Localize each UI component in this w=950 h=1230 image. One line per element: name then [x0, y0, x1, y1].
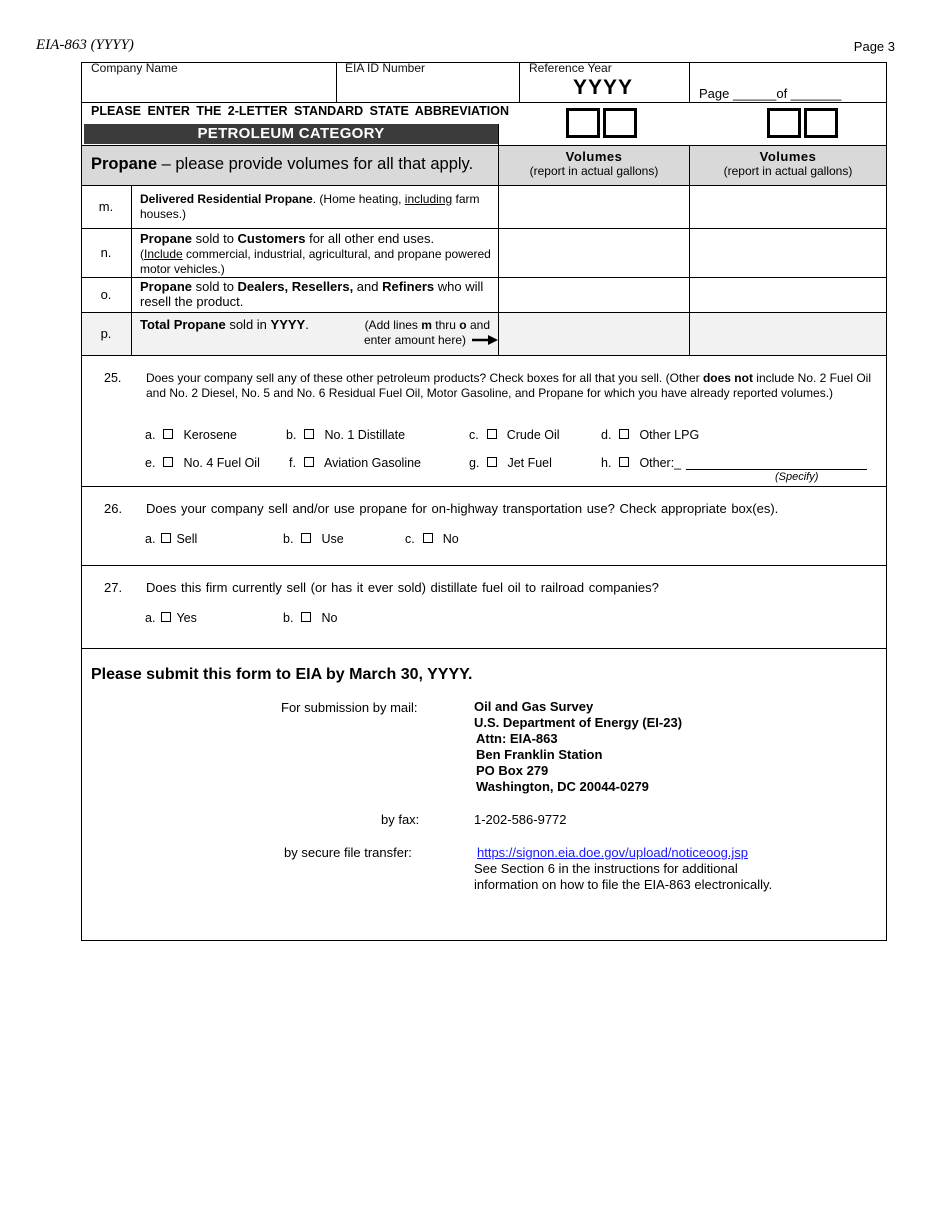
- q25-option-kerosene[interactable]: a. Kerosene: [145, 428, 237, 442]
- checkbox-icon[interactable]: [163, 457, 173, 467]
- checkbox-icon[interactable]: [423, 533, 433, 543]
- row-o-description: Propane sold to Dealers, Resellers, and Refiners who will resell the product.: [140, 279, 484, 309]
- row-letter-n: n.: [100, 245, 112, 260]
- q27-number: 27.: [104, 580, 123, 595]
- state-box-1a[interactable]: [566, 108, 600, 138]
- state-box-2a[interactable]: [767, 108, 801, 138]
- reference-year-value: YYYY: [573, 76, 634, 99]
- volume-cell-p-2[interactable]: [690, 313, 886, 355]
- volume-cell-m-1[interactable]: [499, 186, 689, 228]
- row-letter-m: m.: [98, 199, 114, 214]
- volumes-header-2: Volumes (report in actual gallons): [723, 149, 853, 178]
- checkbox-icon[interactable]: [161, 533, 171, 543]
- row-letter-p: p.: [100, 326, 112, 341]
- q26-option-sell[interactable]: a. Sell: [145, 532, 198, 546]
- volume-cell-o-2[interactable]: [690, 278, 886, 312]
- fax-label: by fax:: [381, 812, 420, 827]
- page-number: Page 3: [853, 39, 895, 54]
- row-n-description: Propane sold to Customers for all other end uses. (Include commercial, industrial, agricultural, and propane powered motor vehicles.): [140, 231, 491, 276]
- volume-cell-n-2[interactable]: [690, 229, 886, 277]
- q25-option-aviation-gasoline[interactable]: f. Aviation Gasoline: [289, 456, 422, 470]
- q27-option-yes[interactable]: a. Yes: [145, 611, 197, 625]
- propane-header: Propane – please provide volumes for all that apply.: [91, 155, 474, 173]
- q25-other-specify-line[interactable]: [686, 469, 867, 470]
- q25-option-other-lpg[interactable]: d. Other LPG: [601, 428, 700, 442]
- checkbox-icon[interactable]: [304, 457, 314, 467]
- checkbox-icon[interactable]: [304, 429, 314, 439]
- state-box-2b[interactable]: [804, 108, 838, 138]
- q27-text: Does this firm currently sell (or has it ever sold) distillate fuel oil to railroad companies?: [146, 580, 659, 595]
- volume-cell-o-1[interactable]: [499, 278, 689, 312]
- checkbox-icon[interactable]: [161, 612, 171, 622]
- q25-text: Does your company sell any of these other petroleum products? Check boxes for all that you sell. (Other does not include No. 2 Fuel Oil and No. 2 Diesel, No. 5 and No. 6 Residual Fuel Oil, Motor Gasoline, and Propane for which you have already reported volumes.): [146, 371, 872, 400]
- volume-cell-n-1[interactable]: [499, 229, 689, 277]
- secure-transfer-link[interactable]: https://signon.eia.doe.gov/upload/noticeoog.jsp: [477, 845, 749, 860]
- checkbox-icon[interactable]: [487, 457, 497, 467]
- reference-year-label: Reference Year: [529, 61, 612, 75]
- submit-title: Please submit this form to EIA by March 30, YYYY.: [91, 666, 473, 683]
- q25-option-no4-fuel-oil[interactable]: e. No. 4 Fuel Oil: [145, 456, 260, 470]
- row-p-note: (Add lines m thru o and enter amount here): [363, 318, 490, 347]
- form-id: EIA-863 (YYYY): [36, 37, 134, 53]
- checkbox-icon[interactable]: [619, 457, 629, 467]
- arrow-right-icon: [472, 334, 499, 346]
- state-box-1b[interactable]: [603, 108, 637, 138]
- mailing-address: Oil and Gas Survey U.S. Department of Energy (EI-23) Attn: EIA-863 Ben Franklin Station PO Box 279 Washington, DC 20044-0279: [474, 699, 683, 794]
- checkbox-icon[interactable]: [163, 429, 173, 439]
- row-letter-o: o.: [100, 287, 112, 302]
- q25-option-other[interactable]: h. Other:_: [601, 456, 682, 470]
- volume-cell-m-2[interactable]: [690, 186, 886, 228]
- state-instruction: PLEASE ENTER THE 2-LETTER STANDARD STATE ABBREVIATION: [91, 104, 510, 118]
- fax-number: 1-202-586-9772: [474, 812, 567, 827]
- volumes-header-1: Volumes (report in actual gallons): [529, 149, 659, 178]
- eia-id-label: EIA ID Number: [345, 61, 426, 75]
- q26-option-use[interactable]: b. Use: [283, 532, 344, 546]
- mail-label: For submission by mail:: [281, 700, 418, 715]
- page-of-field[interactable]: Page ______of _______: [699, 86, 842, 101]
- checkbox-icon[interactable]: [619, 429, 629, 439]
- checkbox-icon[interactable]: [301, 533, 311, 543]
- q25-number: 25.: [104, 371, 122, 385]
- q25-option-crude-oil[interactable]: c. Crude Oil: [469, 428, 560, 442]
- q26-number: 26.: [104, 501, 123, 516]
- petroleum-category-bar: PETROLEUM CATEGORY: [84, 124, 498, 144]
- q25-specify-label: (Specify): [775, 471, 819, 483]
- q26-text: Does your company sell and/or use propane for on-highway transportation use? Check appropriate box(es).: [146, 501, 779, 516]
- sft-note: See Section 6 in the instructions for additional information on how to file the EIA-863 electronically.: [474, 861, 773, 892]
- volume-cell-p-1[interactable]: [499, 313, 689, 355]
- checkbox-icon[interactable]: [301, 612, 311, 622]
- company-name-label: Company Name: [91, 61, 178, 75]
- q25-option-jet-fuel[interactable]: g. Jet Fuel: [469, 456, 552, 470]
- sft-label: by secure file transfer:: [284, 845, 412, 860]
- row-p-description: Total Propane sold in YYYY.: [140, 317, 309, 332]
- q27-option-no[interactable]: b. No: [283, 611, 338, 625]
- q26-option-no[interactable]: c. No: [405, 532, 459, 546]
- checkbox-icon[interactable]: [487, 429, 497, 439]
- q25-option-no1-distillate[interactable]: b. No. 1 Distillate: [286, 428, 406, 442]
- row-m-description: Delivered Residential Propane. (Home heating, including farm houses.): [140, 192, 480, 221]
